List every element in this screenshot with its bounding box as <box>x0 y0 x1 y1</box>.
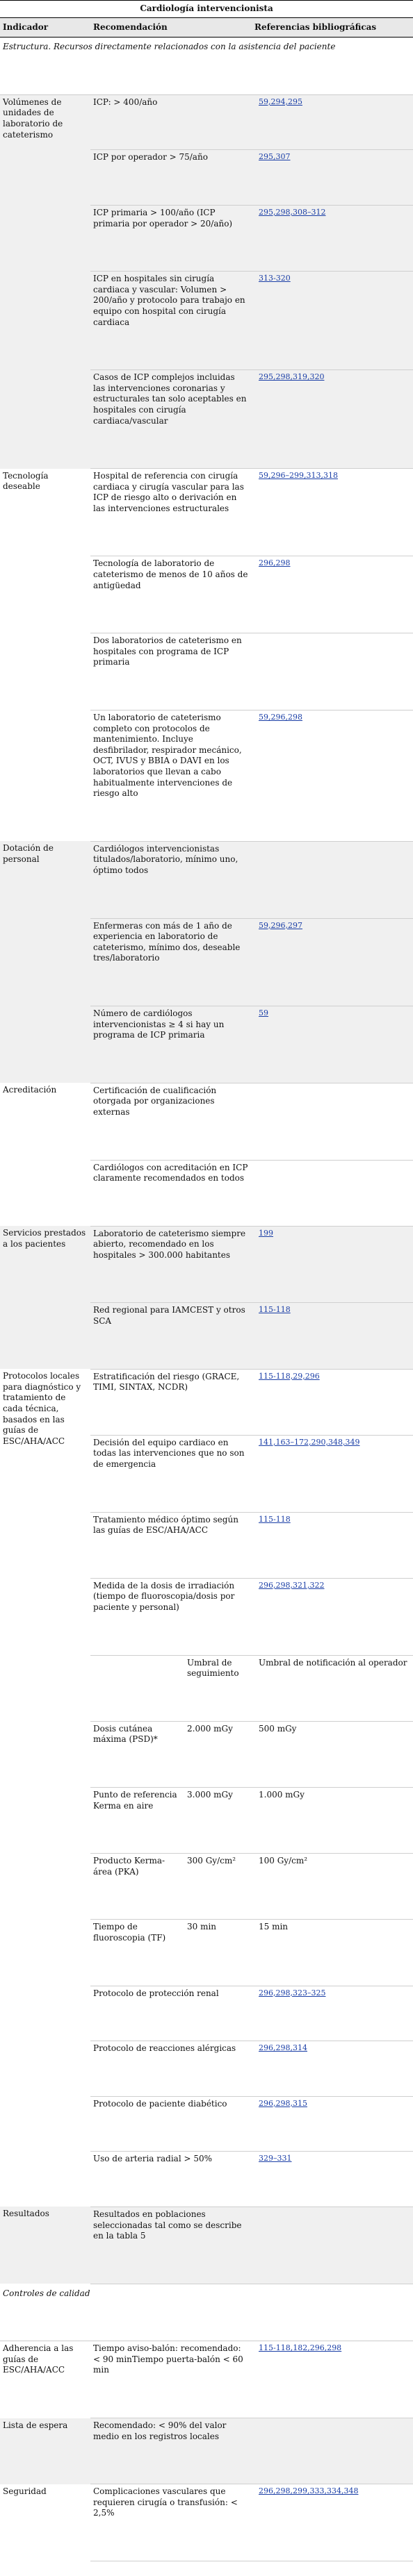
recommendation-cell: Estratificación del riesgo (GRACE, TIMI, SINTAX, NCDR) <box>90 1369 252 1435</box>
recommendation-cell: ICP: > 400/año <box>90 94 252 150</box>
reference-cell <box>252 918 413 1006</box>
section-title: Estructura. Recursos directamente relacionados con la asistencia del paciente <box>0 38 413 95</box>
header-recomendacion: Recomendación <box>90 17 252 38</box>
reference-link[interactable]: 296,298 <box>259 558 291 568</box>
reference-cell <box>252 94 413 150</box>
dose-seguimiento: 30 min <box>184 1920 252 1986</box>
reference-link[interactable]: 296,298,323–325 <box>259 1988 326 1997</box>
recommendation-cell: Tratamiento médico óptimo según las guías de ESC/AHA/ACC <box>90 1512 252 1578</box>
indicator-cell: Volúmenes de unidades de laboratorio de cateterismo <box>3 97 63 140</box>
reference-link[interactable]: 296,298,299,333,334,348 <box>259 2486 359 2496</box>
recommendation-cell: Recomendado: < 90% del valor medio en los registros locales <box>90 2418 252 2484</box>
reference-cell <box>252 272 413 370</box>
reference-link[interactable]: 115-118,182,296,298 <box>259 2343 342 2353</box>
indicator-cell: Resultados <box>3 2209 49 2219</box>
table-row <box>0 841 413 918</box>
reference-cell <box>252 556 413 633</box>
recommendation-cell: Número de cardiólogos intervencionistas ≥ 4 si hay un programa de ICP primaria <box>90 1006 252 1083</box>
dose-header-notificacion: Umbral de notificación al operador <box>252 1655 413 1721</box>
reference-cell <box>252 711 413 842</box>
reference-link[interactable]: 115-118 <box>259 1514 291 1524</box>
recommendation-cell: ICP en hospitales sin cirugía cardiaca y vascular: Volumen > 200/año y protocolo para trabajo en equipo con hospital con cirugía cardiaca <box>90 272 252 370</box>
reference-cell <box>252 370 413 469</box>
reference-link[interactable]: 329–331 <box>259 2154 292 2163</box>
recommendation-cell: Resultados en poblaciones seleccionadas tal como se describe en la tabla 5 <box>90 2207 252 2284</box>
reference-cell <box>252 1006 413 1083</box>
dose-name: Tiempo de fluoroscopia (TF) <box>90 1920 184 1986</box>
indicator-cell: Dotación de personal <box>3 843 54 864</box>
header-indicador: Indicador <box>0 17 90 38</box>
recommendation-cell: Tecnología de laboratorio de cateterismo de menos de 10 años de antigüedad <box>90 556 252 633</box>
indicator-cell: Tecnología deseable <box>3 470 49 492</box>
reference-cell <box>252 1986 413 2041</box>
reference-link[interactable]: 295,298,319,320 <box>259 372 325 382</box>
reference-cell <box>252 2152 413 2207</box>
reference-cell <box>252 1578 413 1655</box>
reference-link[interactable]: 296,298,321,322 <box>259 1580 325 1590</box>
table-row <box>0 2341 413 2418</box>
reference-cell <box>252 1435 413 1512</box>
reference-link[interactable]: 59,296–299,313,318 <box>259 471 338 481</box>
recommendation-cell: Dos laboratorios de cateterismo en hospitales con programa de ICP primaria <box>90 633 252 711</box>
reference-link[interactable]: 115-118,29,296 <box>259 1371 320 1381</box>
reference-cell <box>252 150 413 206</box>
recommendation-cell: Protocolo de reacciones alérgicas <box>90 2041 252 2097</box>
recommendation-cell: Red regional para IAMCEST y otros SCA <box>90 1303 252 1369</box>
recommendation-cell: Medida de la dosis de irradiación (tiempo de fluoroscopia/dosis por paciente y personal) <box>90 1578 252 1655</box>
table-row <box>0 1083 413 1160</box>
recommendation-cell: Un laboratorio de cateterismo completo con protocolos de mantenimiento. Incluye desfibrilador, respirador mecánico, OCT, IVUS y BBIA o DAVI en los laboratorios que llevan a cabo habitualmente intervenciones de riesgo alto <box>90 711 252 842</box>
dose-name: Punto de referencia Kerma en aire <box>90 1787 184 1853</box>
reference-link[interactable]: 296,298,314 <box>259 2043 307 2053</box>
reference-cell <box>252 2341 413 2418</box>
dose-notificacion: 100 Gy/cm² <box>252 1854 413 1920</box>
reference-cell <box>252 2418 413 2484</box>
dose-name: Producto Kerma-área (PKA) <box>90 1854 184 1920</box>
recommendation-cell: Tiempo aviso-balón: recomendado: < 90 minTiempo puerta-balón < 60 min <box>90 2341 252 2418</box>
dose-header-empty <box>90 1655 184 1721</box>
table-row <box>0 94 413 150</box>
recommendation-cell: Decisión del equipo cardiaco en todas las intervenciones que no son de emergencia <box>90 1435 252 1512</box>
indicator-cell: Lista de espera <box>3 2420 68 2430</box>
recommendation-cell: Laboratorio de cateterismo siempre abierto, recomendado en los hospitales > 300.000 habitantes <box>90 1226 252 1303</box>
reference-link[interactable]: 59,296,297 <box>259 920 302 930</box>
recommendation-cell: Casos de ICP complejos incluidas las intervenciones coronarias y estructurales tan solo aceptables en hospitales con cirugía cardiaca/vascular <box>90 370 252 469</box>
indicator-cell: Acreditación <box>3 1085 57 1095</box>
reference-link[interactable]: 59,296,298 <box>259 713 302 722</box>
header-referencias: Referencias bibliográficas <box>252 17 413 38</box>
section-title: Controles de calidad <box>0 2284 413 2341</box>
reference-cell <box>252 2041 413 2097</box>
recommendation-cell: Cardiólogos intervencionistas titulados/laboratorio, mínimo uno, óptimo todos <box>90 841 252 918</box>
dose-notificacion: 500 mGy <box>252 1721 413 1787</box>
reference-cell <box>252 2096 413 2152</box>
table-body <box>0 38 413 2561</box>
table-row <box>0 469 413 556</box>
reference-cell <box>252 1303 413 1369</box>
reference-cell <box>252 205 413 271</box>
recommendation-cell: ICP por operador > 75/año <box>90 150 252 206</box>
indicator-cell: Seguridad <box>3 2486 47 2496</box>
section-row <box>0 38 413 95</box>
recommendation-cell: Certificación de cualificación otorgada por organizaciones externas <box>90 1083 252 1160</box>
dose-seguimiento: 3.000 mGy <box>184 1787 252 1853</box>
reference-cell <box>252 841 413 918</box>
table-row <box>0 2207 413 2284</box>
reference-link[interactable]: 141,163–172,290,348,349 <box>259 1437 360 1447</box>
reference-cell <box>252 1369 413 1435</box>
reference-link[interactable]: 296,298,315 <box>259 2098 307 2108</box>
table-row <box>0 2418 413 2484</box>
reference-link[interactable]: 295,307 <box>259 152 291 162</box>
recommendation-cell: Uso de arteria radial > 50% <box>90 2152 252 2207</box>
recommendation-cell: ICP primaria > 100/año (ICP primaria por operador > 20/año) <box>90 205 252 271</box>
recommendation-cell: Complicaciones vasculares que requieren cirugía o transfusión: < 2,5% <box>90 2484 252 2561</box>
dose-notificacion: 1.000 mGy <box>252 1787 413 1853</box>
reference-link[interactable]: 295,298,308–312 <box>259 207 326 217</box>
table-title: Cardiología intervencionista <box>0 1 413 18</box>
recommendation-cell: Cardiólogos con acreditación en ICP claramente recomendados en todos <box>90 1160 252 1226</box>
indicator-cell: Protocolos locales para diagnóstico y tratamiento de cada técnica, basados en las guías de ESC/AHA/ACC <box>3 1371 81 1446</box>
reference-link[interactable]: 59,294,295 <box>259 97 302 106</box>
dose-notificacion: 15 min <box>252 1920 413 1986</box>
reference-cell <box>252 633 413 711</box>
recommendation-cell: Protocolo de protección renal <box>90 1986 252 2041</box>
dose-name: Dosis cutánea máxima (PSD)* <box>90 1721 184 1787</box>
table-row <box>0 1226 413 1303</box>
dose-header-seguimiento: Umbral de seguimiento <box>184 1655 252 1721</box>
dose-seguimiento: 300 Gy/cm² <box>184 1854 252 1920</box>
reference-link[interactable]: 115-118 <box>259 1305 291 1315</box>
table-row <box>0 2484 413 2561</box>
recommendation-cell: Enfermeras con más de 1 año de experiencia en laboratorio de cateterismo, mínimo dos, deseable tres/laboratorio <box>90 918 252 1006</box>
reference-cell <box>252 1512 413 1578</box>
reference-cell <box>252 1226 413 1303</box>
recommendation-cell: Protocolo de paciente diabético <box>90 2096 252 2152</box>
dose-seguimiento: 2.000 mGy <box>184 1721 252 1787</box>
section-row <box>0 2284 413 2341</box>
table-row <box>0 1369 413 1435</box>
recommendation-cell: Hospital de referencia con cirugía cardiaca y cirugía vascular para las ICP de riesgo alto o derivación en las intervenciones estructurales <box>90 469 252 556</box>
reference-cell <box>252 1083 413 1160</box>
reference-cell <box>252 1160 413 1226</box>
reference-link[interactable]: 59 <box>259 1008 268 1017</box>
reference-cell <box>252 2207 413 2284</box>
reference-cell <box>252 469 413 556</box>
indicator-cell: Adherencia a las guías de ESC/AHA/ACC <box>3 2343 74 2375</box>
indicator-cell: Servicios prestados a los pacientes <box>3 1228 86 1249</box>
reference-link[interactable]: 313-320 <box>259 274 291 283</box>
reference-cell <box>252 2484 413 2561</box>
reference-link[interactable]: 199 <box>259 1228 273 1238</box>
